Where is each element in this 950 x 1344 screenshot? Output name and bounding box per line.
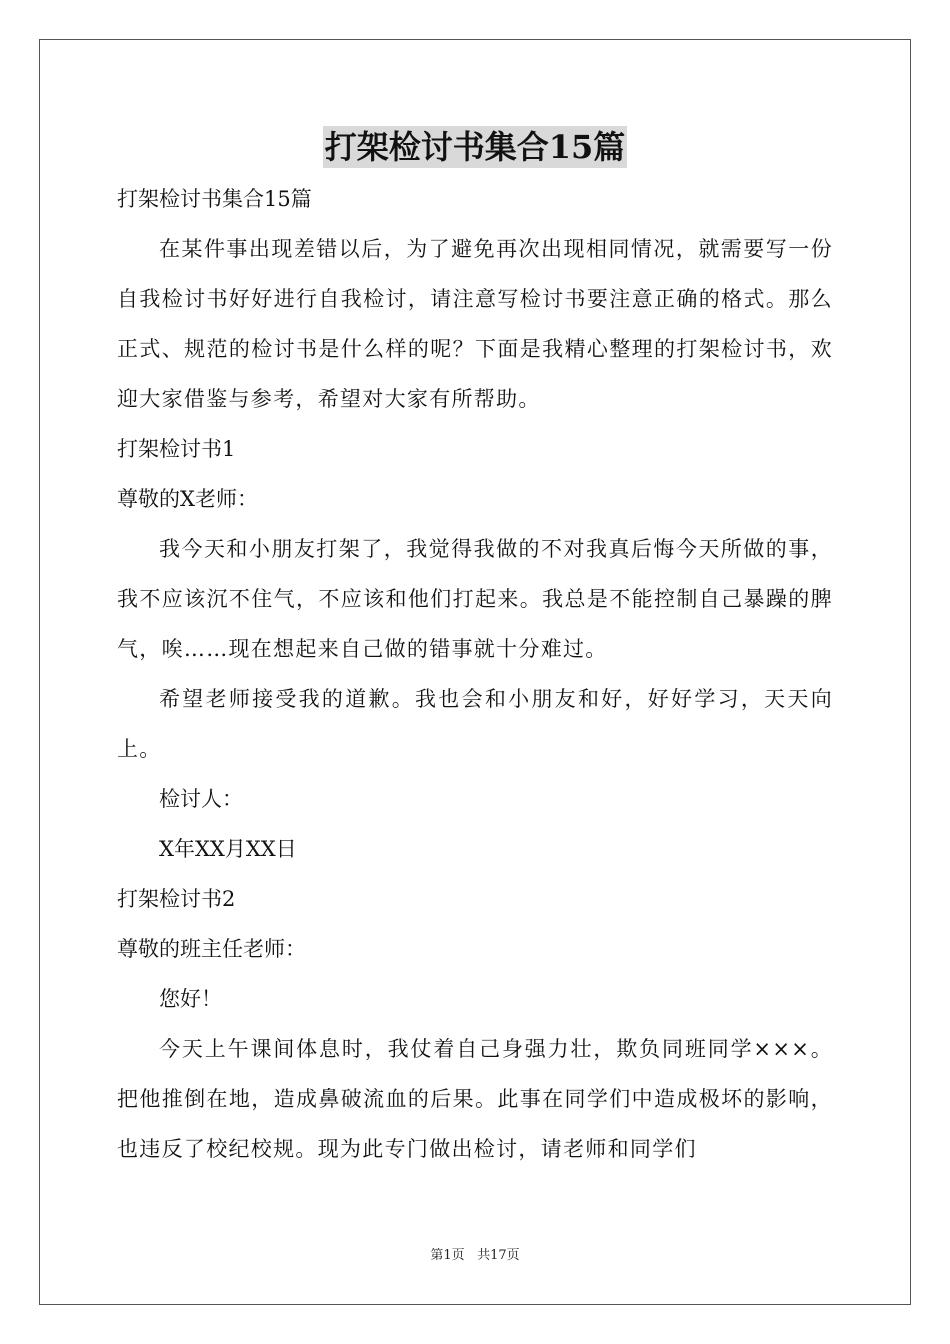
- section-heading-2: 打架检讨书2: [117, 887, 236, 911]
- salutation-2: 尊敬的班主任老师：: [117, 937, 306, 961]
- body-paragraph: 希望老师接受我的道歉。我也会和小朋友和好，好好学习，天天向上。: [117, 687, 833, 761]
- salutation-1: 尊敬的X老师：: [117, 487, 258, 511]
- subtitle: 打架检讨书集合15篇: [117, 187, 312, 211]
- document-title: 打架检讨书集合15篇: [324, 128, 626, 166]
- page-footer: [0, 1247, 950, 1265]
- section-heading-1: 打架检讨书1: [117, 437, 236, 461]
- date-line: X年XX月XX日: [159, 837, 297, 861]
- page-number: 第1页: [430, 1248, 465, 1263]
- intro-paragraph: 在某件事出现差错以后，为了避免再次出现相同情况，就需要写一份自我检讨书好好进行自我检讨，请注意写检讨书要注意正确的格式。那么正式、规范的检讨书是什么样的呢？下面是我精心整理的打架检讨书，欢迎大家借鉴与参考，希望对大家有所帮助。: [117, 237, 833, 411]
- document-body: [117, 174, 833, 1174]
- body-paragraph: 我今天和小朋友打架了，我觉得我做的不对我真后悔今天所做的事，我不应该沉不住气，不应该和他们打起来。我总是不能控制自己暴躁的脾气，唉……现在想起来自己做的错事就十分难过。: [117, 537, 833, 661]
- greeting-line: 您好！: [159, 987, 222, 1011]
- page-total: 共17页: [477, 1248, 520, 1263]
- title-container: [0, 126, 950, 168]
- body-paragraph: 今天上午课间体息时，我仗着自己身强力壮，欺负同班同学×××。把他推倒在地，造成鼻破流血的后果。此事在同学们中造成极坏的影响，也违反了校纪校规。现为此专门做出检讨，请老师和同学们: [117, 1037, 833, 1161]
- signer-line: 检讨人：: [159, 787, 243, 811]
